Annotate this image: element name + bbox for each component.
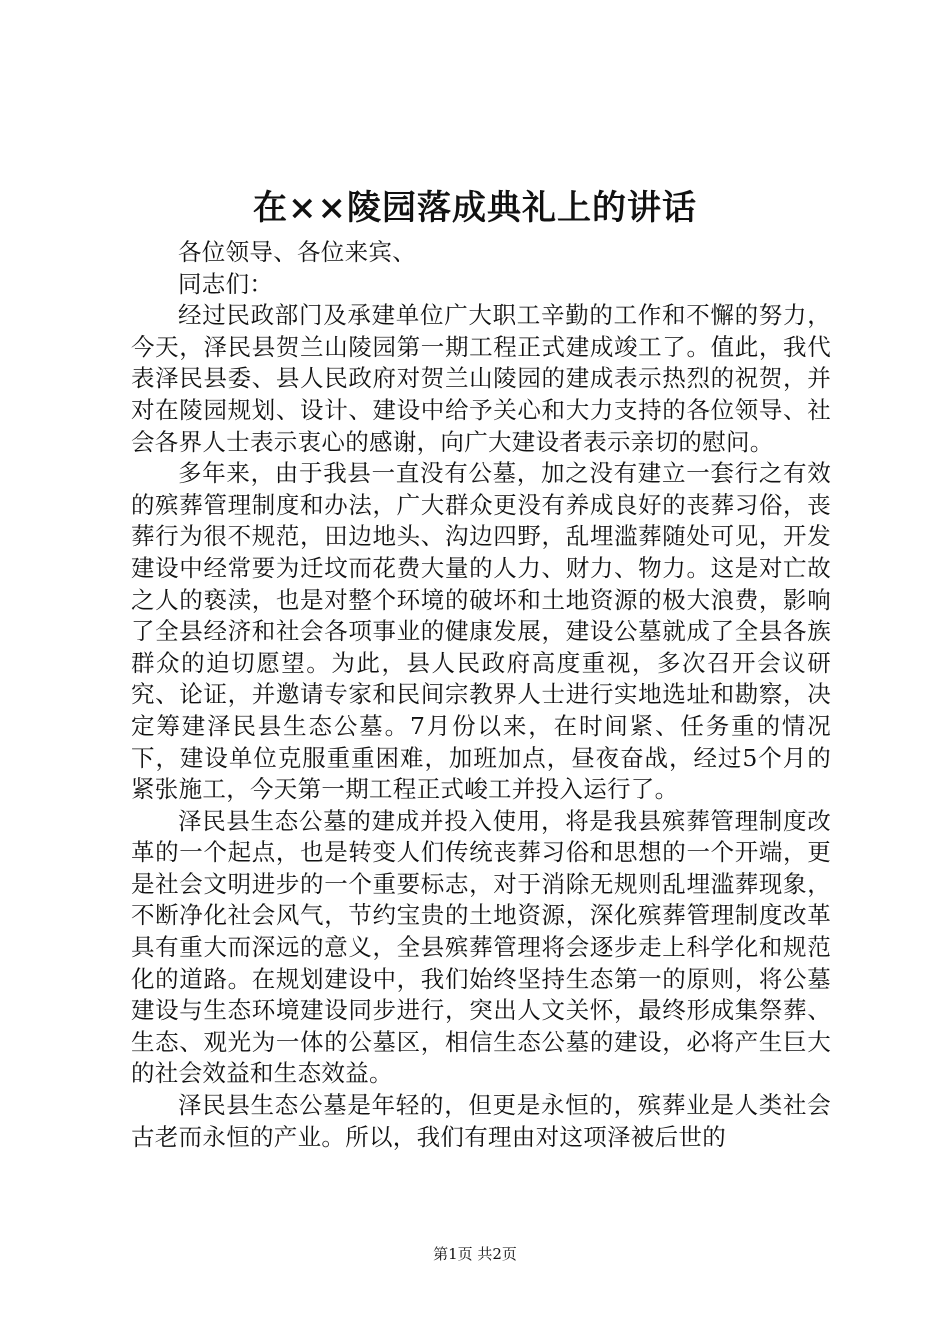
body-paragraph: 泽民县生态公墓的建成并投入使用，将是我县殡葬管理制度改革的一个起点，也是转变人们传统丧葬习俗和思想的一个开端，更是社会文明进步的一个重要标志，对于消除无规则乱埋滥葬现象，不断净化社会风气，节约宝贵的土地资源，深化殡葬管理制度改革具有重大而深远的意义，全县殡葬管理将会逐步走上科学化和规范化的道路。在规划建设中，我们始终坚持生态第一的原则，将公墓建设与生态环境建设同步进行，突出人文关怀，最终形成集祭葬、生态、观光为一体的公墓区，相信生态公墓的建设，必将产生巨大的社会效益和生态效益。 xyxy=(131,806,831,1088)
body-paragraph: 泽民县生态公墓是年轻的，但更是永恒的，殡葬业是人类社会古老而永恒的产业。所以，我们有理由对这项泽被后世的 xyxy=(131,1091,831,1151)
salutation-line: 同志们： xyxy=(178,269,274,298)
document-title: 在××陵园落成典礼上的讲话 xyxy=(253,188,697,228)
page-number-footer: 第1页 共2页 xyxy=(433,1245,517,1263)
body-paragraph: 经过民政部门及承建单位广大职工辛勤的工作和不懈的努力，今天，泽民县贺兰山陵园第一期工程正式建成竣工了。值此，我代表泽民县委、县人民政府对贺兰山陵园的建成表示热烈的祝贺，并对在陵园规划、设计、建设中给予关心和大力支持的各位领导、社会各界人士表示衷心的感谢，向广大建设者表示亲切的慰问。 xyxy=(131,301,831,456)
document-body xyxy=(131,237,831,1153)
body-paragraph: 多年来，由于我县一直没有公墓，加之没有建立一套行之有效的殡葬管理制度和办法，广大群众更没有养成良好的丧葬习俗，丧葬行为很不规范，田边地头、沟边四野，乱埋滥葬随处可见，开发建设中经常要为迁坟而花费大量的人力、财力、物力。这是对亡故之人的亵渎，也是对整个环境的破坏和土地资源的极大浪费，影响了全县经济和社会各项事业的健康发展，建设公墓就成了全县各族群众的迫切愿望。为此，县人民政府高度重视，多次召开会议研究、论证，并邀请专家和民间宗教界人士进行实地选址和勘察，决定筹建泽民县生态公墓。7月份以来，在时间紧、任务重的情况下，建设单位克服重重困难，加班加点，昼夜奋战，经过5个月的紧张施工，今天第一期工程正式峻工并投入运行了。 xyxy=(131,459,831,804)
salutation-line: 各位领导、各位来宾、 xyxy=(178,238,416,266)
